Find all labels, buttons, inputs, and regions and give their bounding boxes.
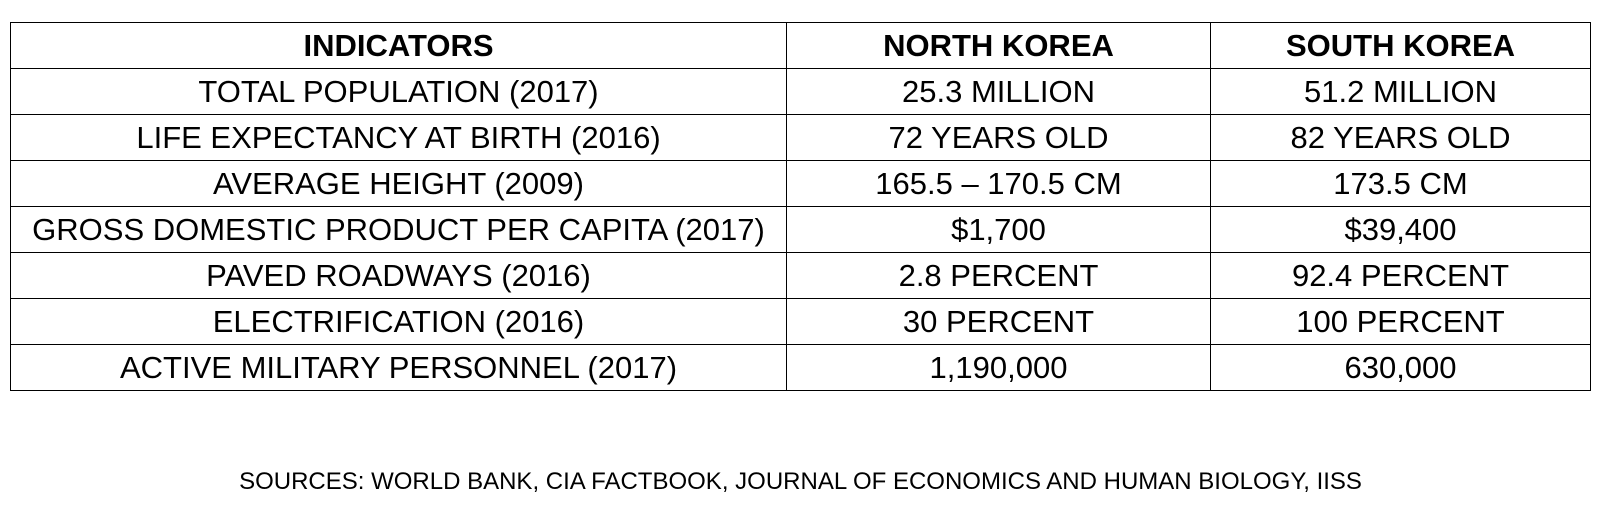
header-south-korea: SOUTH KOREA — [1211, 23, 1591, 69]
indicator-cell: ACTIVE MILITARY PERSONNEL (2017) — [11, 345, 787, 391]
south-korea-cell: 82 YEARS OLD — [1211, 115, 1591, 161]
table-row — [11, 253, 1591, 299]
table-row — [11, 161, 1591, 207]
north-korea-cell: 1,190,000 — [787, 345, 1211, 391]
sources-note: SOURCES: WORLD BANK, CIA FACTBOOK, JOURNAL OF ECONOMICS AND HUMAN BIOLOGY, IISS — [239, 468, 1362, 495]
north-korea-cell: 2.8 PERCENT — [787, 253, 1211, 299]
comparison-table — [10, 22, 1591, 391]
south-korea-cell: 173.5 CM — [1211, 161, 1591, 207]
header-indicators: INDICATORS — [11, 23, 787, 69]
north-korea-cell: 30 PERCENT — [787, 299, 1211, 345]
table-row — [11, 115, 1591, 161]
indicator-cell: PAVED ROADWAYS (2016) — [11, 253, 787, 299]
indicator-cell: AVERAGE HEIGHT (2009) — [11, 161, 787, 207]
south-korea-cell: $39,400 — [1211, 207, 1591, 253]
table-header-row — [11, 23, 1591, 69]
comparison-table-container — [10, 22, 1590, 391]
south-korea-cell: 630,000 — [1211, 345, 1591, 391]
indicator-cell: GROSS DOMESTIC PRODUCT PER CAPITA (2017) — [11, 207, 787, 253]
indicator-cell: LIFE EXPECTANCY AT BIRTH (2016) — [11, 115, 787, 161]
south-korea-cell: 100 PERCENT — [1211, 299, 1591, 345]
north-korea-cell: 72 YEARS OLD — [787, 115, 1211, 161]
header-north-korea: NORTH KOREA — [787, 23, 1211, 69]
north-korea-cell: 25.3 MILLION — [787, 69, 1211, 115]
north-korea-cell: $1,700 — [787, 207, 1211, 253]
table-row — [11, 345, 1591, 391]
table-row — [11, 69, 1591, 115]
south-korea-cell: 92.4 PERCENT — [1211, 253, 1591, 299]
south-korea-cell: 51.2 MILLION — [1211, 69, 1591, 115]
north-korea-cell: 165.5 – 170.5 CM — [787, 161, 1211, 207]
table-row — [11, 207, 1591, 253]
indicator-cell: ELECTRIFICATION (2016) — [11, 299, 787, 345]
indicator-cell: TOTAL POPULATION (2017) — [11, 69, 787, 115]
table-row — [11, 299, 1591, 345]
